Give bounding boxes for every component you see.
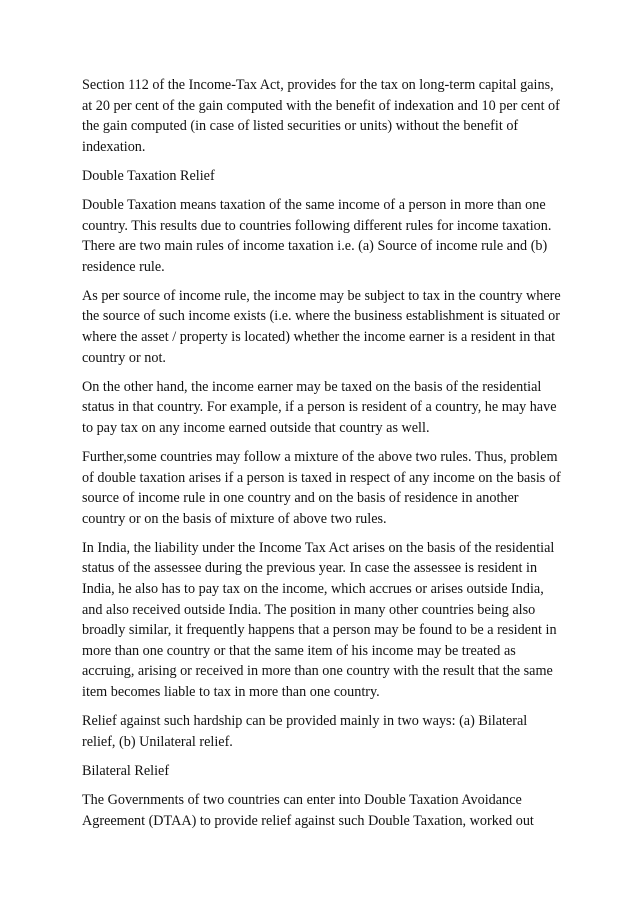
paragraph-mixture-of-rules: Further,some countries may follow a mixture of the above two rules. Thus, problem of double taxation arises if a person is taxed in respect of any income on the basis of source of income rule in one country and on the basis of residence in another country or on the basis of mixture of above two rules.	[82, 449, 561, 527]
paragraph-residence-rule: On the other hand, the income earner may be taxed on the basis of the residential status in that country. For example, if a person is resident of a country, he may have to pay tax on any income earned outside that country as well.	[82, 378, 557, 436]
paragraph-relief-ways: Relief against such hardship can be provided mainly in two ways: (a) Bilateral relief, (b) Unilateral relief.	[82, 713, 528, 750]
heading-double-taxation-relief: Double Taxation Relief	[82, 167, 215, 184]
paragraph-source-of-income-rule: As per source of income rule, the income may be subject to tax in the country where the source of such income exists (i.e. where the business establishment is situated or where the asset / property is located) whether the income earner is a resident in that country or not.	[82, 287, 561, 366]
paragraph-dtaa: The Governments of two countries can enter into Double Taxation Avoidance Agreement (DTAA) to provide relief against such Double Taxation, worked out	[82, 791, 534, 829]
heading-bilateral-relief: Bilateral Relief	[82, 762, 170, 779]
paragraph-india-liability: In India, the liability under the Income Tax Act arises on the basis of the residential status of the assessee during the previous year. In case the assessee is resident in India, he also has to pay tax on the income, which accrues or arises outside India, and also received outside India. The position in many other countries being also broadly similar, it frequently happens that a person may be found to be a resident in more than one country or that the same item of his income may be treated as accruing, arising or received in more than one country with the result that the same item becomes liable to tax in more than one country.	[82, 539, 557, 701]
document-body	[82, 75, 564, 840]
paragraph-double-taxation-definition: Double Taxation means taxation of the same income of a person in more than one country. This results due to countries following different rules for income taxation. There are two main rules of income taxation i.e. (a) Source of income rule and (b) residence rule.	[82, 196, 552, 275]
paragraph-section-112: Section 112 of the Income-Tax Act, provides for the tax on long-term capital gains, at 20 per cent of the gain computed with the benefit of indexation and 10 per cent of the gain computed (in case of listed securities or units) without the benefit of indexation.	[82, 77, 560, 155]
